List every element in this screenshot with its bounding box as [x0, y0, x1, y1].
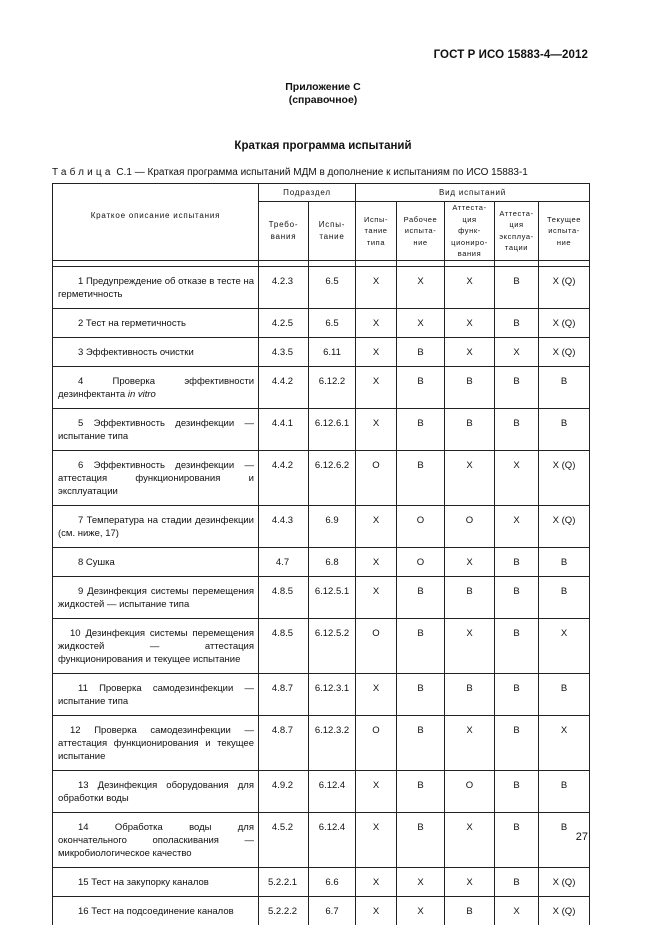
table-row [53, 576, 590, 618]
description-text: 13 Дезинфекция оборудования для обработки воды [58, 779, 254, 804]
type-test-cell: X [356, 337, 397, 366]
description-cell [53, 812, 259, 867]
document-id: ГОСТ Р ИСО 15883-4—2012 [433, 49, 588, 61]
routine-test-cell: X (Q) [539, 308, 590, 337]
operation-attestation-cell: B [495, 770, 539, 812]
routine-test-cell: X (Q) [539, 896, 590, 925]
type-test-cell: X [356, 408, 397, 450]
requirements-cell: 5.2.2.1 [259, 867, 309, 896]
requirements-cell: 4.9.2 [259, 770, 309, 812]
requirements-cell: 4.4.2 [259, 366, 309, 408]
test-cell: 6.12.5.2 [309, 618, 356, 673]
test-cell: 6.8 [309, 547, 356, 576]
description-cell [53, 505, 259, 547]
operation-attestation-cell: X [495, 505, 539, 547]
test-cell: 6.12.4 [309, 812, 356, 867]
description-cell [53, 337, 259, 366]
requirements-cell: 4.8.7 [259, 673, 309, 715]
test-cell: 6.5 [309, 266, 356, 308]
table-row [53, 896, 590, 925]
func-attestation-cell: B [445, 673, 495, 715]
func-attestation-cell: X [445, 715, 495, 770]
table-row [53, 547, 590, 576]
description-cell [53, 618, 259, 673]
routine-test-cell: B [539, 408, 590, 450]
operation-attestation-cell: B [495, 715, 539, 770]
section-title: Краткая программа испытаний [234, 140, 412, 152]
type-test-cell: X [356, 576, 397, 618]
working-test-cell: B [397, 770, 445, 812]
description-text: 10 Дезинфекция системы перемещения жидкостей — аттестация функционирования и текущее испытание [58, 627, 254, 665]
header-requirements: Требо-вания [259, 202, 309, 261]
operation-attestation-cell: B [495, 673, 539, 715]
table-caption [52, 167, 528, 178]
table-caption-number: С.1 [116, 167, 132, 178]
working-test-cell: O [397, 547, 445, 576]
test-cell: 6.6 [309, 867, 356, 896]
func-attestation-cell: B [445, 576, 495, 618]
table-row [53, 505, 590, 547]
operation-attestation-cell: B [495, 576, 539, 618]
routine-test-cell: X [539, 715, 590, 770]
routine-test-cell: X (Q) [539, 266, 590, 308]
test-cell: 6.12.2 [309, 366, 356, 408]
annex-heading [0, 81, 646, 107]
table-row [53, 450, 590, 505]
func-attestation-cell: B [445, 408, 495, 450]
description-text: 11 Проверка самодезинфекции — испытание типа [58, 682, 254, 707]
description-text: 12 Проверка самодезинфекции — аттестация функционирования и текущее испытание [58, 724, 254, 762]
description-cell [53, 366, 259, 408]
table-caption-label: Таблица [52, 167, 114, 178]
func-attestation-cell: X [445, 337, 495, 366]
table-row [53, 366, 590, 408]
working-test-cell: X [397, 896, 445, 925]
type-test-cell: X [356, 547, 397, 576]
operation-attestation-cell: B [495, 266, 539, 308]
table-body [53, 266, 590, 925]
table-row [53, 266, 590, 308]
requirements-cell: 4.8.5 [259, 576, 309, 618]
description-text: 15 Тест на закупорку каналов [78, 876, 209, 888]
table-row [53, 812, 590, 867]
table-row [53, 408, 590, 450]
type-test-cell: X [356, 308, 397, 337]
description-cell [53, 408, 259, 450]
func-attestation-cell: X [445, 812, 495, 867]
working-test-cell: B [397, 812, 445, 867]
func-attestation-cell: O [445, 505, 495, 547]
working-test-cell: X [397, 867, 445, 896]
routine-test-cell: B [539, 673, 590, 715]
working-test-cell: X [397, 266, 445, 308]
header-description: Краткое описание испытания [53, 184, 259, 261]
operation-attestation-cell: X [495, 450, 539, 505]
test-cell: 6.5 [309, 308, 356, 337]
requirements-cell: 4.4.2 [259, 450, 309, 505]
description-cell [53, 673, 259, 715]
description-cell [53, 715, 259, 770]
func-attestation-cell: O [445, 770, 495, 812]
test-cell: 6.12.6.1 [309, 408, 356, 450]
operation-attestation-cell: X [495, 337, 539, 366]
func-attestation-cell: X [445, 266, 495, 308]
routine-test-cell: X (Q) [539, 450, 590, 505]
header-routine-test: Текущее испыта-ние [539, 202, 590, 261]
test-cell: 6.12.3.2 [309, 715, 356, 770]
test-cell: 6.9 [309, 505, 356, 547]
routine-test-cell: B [539, 770, 590, 812]
func-attestation-cell: X [445, 867, 495, 896]
page-number: 27 [575, 831, 588, 843]
func-attestation-cell: X [445, 618, 495, 673]
working-test-cell: B [397, 673, 445, 715]
type-test-cell: X [356, 505, 397, 547]
requirements-cell: 4.3.5 [259, 337, 309, 366]
test-cell: 6.7 [309, 896, 356, 925]
table-row [53, 308, 590, 337]
type-test-cell: O [356, 618, 397, 673]
test-cell: 6.12.4 [309, 770, 356, 812]
routine-test-cell: B [539, 576, 590, 618]
operation-attestation-cell: B [495, 547, 539, 576]
description-text: 6 Эффективность дезинфекции — аттестация функционирования и эксплуатации [58, 459, 254, 497]
table-row [53, 867, 590, 896]
annex-title: Приложение С [285, 81, 361, 93]
requirements-cell: 4.4.1 [259, 408, 309, 450]
type-test-cell: O [356, 450, 397, 505]
description-cell [53, 547, 259, 576]
table-row [53, 618, 590, 673]
description-emphasis: in vitro [127, 388, 156, 400]
header-subsection: Подраздел [259, 184, 356, 202]
description-cell [53, 266, 259, 308]
description-text: 1 Предупреждение об отказе в тесте на герметичность [58, 275, 254, 300]
requirements-cell: 4.7 [259, 547, 309, 576]
test-program-table [52, 183, 590, 925]
routine-test-cell: B [539, 812, 590, 867]
type-test-cell: X [356, 812, 397, 867]
table-row [53, 673, 590, 715]
header-test-kind: Вид испытаний [356, 184, 590, 202]
header-operation-attestation: Аттеста-ция эксплуа-тации [495, 202, 539, 261]
working-test-cell: B [397, 450, 445, 505]
header-type-test: Испы-тание типа [356, 202, 397, 261]
requirements-cell: 4.8.7 [259, 715, 309, 770]
test-cell: 6.12.6.2 [309, 450, 356, 505]
working-test-cell: B [397, 408, 445, 450]
description-text: 5 Эффективность дезинфекции — испытание типа [58, 417, 254, 442]
routine-test-cell: X [539, 618, 590, 673]
description-cell [53, 896, 259, 925]
test-cell: 6.12.5.1 [309, 576, 356, 618]
description-text: 16 Тест на подсоединение каналов [78, 905, 234, 917]
working-test-cell: B [397, 576, 445, 618]
type-test-cell: X [356, 896, 397, 925]
working-test-cell: X [397, 308, 445, 337]
working-test-cell: O [397, 505, 445, 547]
header-test: Испы-тание [309, 202, 356, 261]
requirements-cell: 4.5.2 [259, 812, 309, 867]
func-attestation-cell: X [445, 547, 495, 576]
requirements-cell: 4.8.5 [259, 618, 309, 673]
routine-test-cell: X (Q) [539, 505, 590, 547]
operation-attestation-cell: X [495, 896, 539, 925]
operation-attestation-cell: B [495, 812, 539, 867]
description-text: 7 Температура на стадии дезинфекции (см. ниже, 17) [58, 514, 254, 539]
description-text: 9 Дезинфекция системы перемещения жидкостей — испытание типа [58, 585, 254, 610]
working-test-cell: B [397, 337, 445, 366]
requirements-cell: 4.2.3 [259, 266, 309, 308]
operation-attestation-cell: B [495, 366, 539, 408]
table-row [53, 337, 590, 366]
description-cell [53, 770, 259, 812]
table-row [53, 770, 590, 812]
annex-note: (справочное) [288, 94, 358, 106]
type-test-cell: X [356, 673, 397, 715]
header-func-attestation: Аттеста-ция функ-циониро-вания [445, 202, 495, 261]
requirements-cell: 4.2.5 [259, 308, 309, 337]
description-cell [53, 450, 259, 505]
routine-test-cell: B [539, 547, 590, 576]
type-test-cell: X [356, 266, 397, 308]
type-test-cell: O [356, 715, 397, 770]
requirements-cell: 4.4.3 [259, 505, 309, 547]
working-test-cell: B [397, 366, 445, 408]
routine-test-cell: B [539, 366, 590, 408]
test-cell: 6.11 [309, 337, 356, 366]
table-row [53, 715, 590, 770]
func-attestation-cell: X [445, 308, 495, 337]
func-attestation-cell: B [445, 896, 495, 925]
operation-attestation-cell: B [495, 618, 539, 673]
description-text: 14 Обработка воды для окончательного ополаскивания — микробиологическое качество [58, 821, 254, 859]
operation-attestation-cell: B [495, 408, 539, 450]
test-cell: 6.12.3.1 [309, 673, 356, 715]
func-attestation-cell: B [445, 366, 495, 408]
type-test-cell: X [356, 366, 397, 408]
routine-test-cell: X (Q) [539, 867, 590, 896]
operation-attestation-cell: B [495, 308, 539, 337]
operation-attestation-cell: B [495, 867, 539, 896]
header-working-test: Рабочее испыта-ние [397, 202, 445, 261]
func-attestation-cell: X [445, 450, 495, 505]
working-test-cell: B [397, 618, 445, 673]
type-test-cell: X [356, 770, 397, 812]
description-cell [53, 867, 259, 896]
routine-test-cell: X (Q) [539, 337, 590, 366]
table-caption-text: — Краткая программа испытаний МДМ в дополнение к испытаниям по ИСО 15883-1 [134, 167, 528, 178]
description-cell [53, 308, 259, 337]
description-text: 8 Сушка [78, 556, 115, 568]
description-text: 4 Проверка эффективности дезинфектанта [58, 375, 254, 400]
description-cell [53, 576, 259, 618]
requirements-cell: 5.2.2.2 [259, 896, 309, 925]
description-text: 3 Эффективность очистки [78, 346, 194, 358]
working-test-cell: B [397, 715, 445, 770]
description-text: 2 Тест на герметичность [78, 317, 186, 329]
type-test-cell: X [356, 867, 397, 896]
